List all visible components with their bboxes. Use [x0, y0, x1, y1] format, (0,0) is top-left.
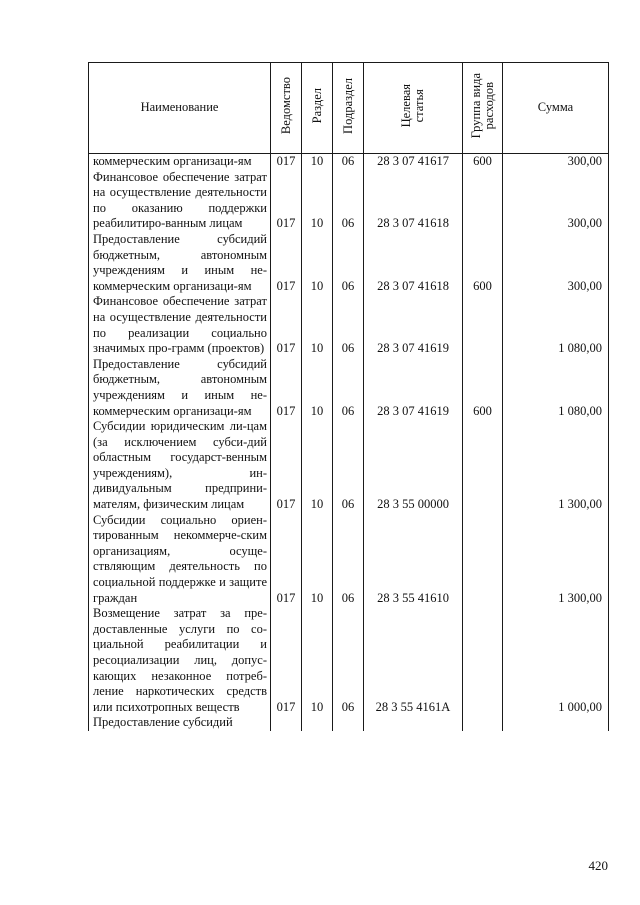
- header-row: [89, 63, 609, 154]
- row-target: 28 3 07 41618: [364, 170, 463, 232]
- row-target: 28 3 07 41617: [364, 154, 463, 170]
- row-section: [302, 715, 333, 731]
- header-section: Раздел: [302, 63, 333, 154]
- row-name: Финансовое обеспечение затрат на осуществление деятельности по оказанию поддержки реабилитиро-ванным лицам: [89, 170, 271, 232]
- table-row: [89, 419, 609, 513]
- row-sum: 1 080,00: [503, 294, 609, 356]
- table-row: [89, 357, 609, 419]
- row-sum: 300,00: [503, 232, 609, 294]
- row-section: 10: [302, 513, 333, 607]
- row-dept: 017: [271, 419, 302, 513]
- row-subsection: 06: [333, 154, 364, 170]
- row-sum: 1 000,00: [503, 606, 609, 715]
- row-name: Предоставление субсидий бюджетным, автономным учреждениям и иным не-коммерческим организаци-ям: [89, 232, 271, 294]
- row-target: 28 3 55 41610: [364, 513, 463, 607]
- budget-table: [88, 62, 609, 731]
- row-subsection: 06: [333, 357, 364, 419]
- row-subsection: 06: [333, 513, 364, 607]
- row-subsection: 06: [333, 606, 364, 715]
- row-dept: 017: [271, 357, 302, 419]
- row-group: [463, 715, 503, 731]
- row-subsection: 06: [333, 294, 364, 356]
- row-subsection: 06: [333, 232, 364, 294]
- row-target: [364, 715, 463, 731]
- row-dept: 017: [271, 513, 302, 607]
- row-target: 28 3 55 4161А: [364, 606, 463, 715]
- table-row: [89, 513, 609, 607]
- row-section: 10: [302, 170, 333, 232]
- row-name: Субсидии социально ориен-тированным некоммерче-ским организациям, осуще-ствляющим деятельность по социальной поддержке и защите граждан: [89, 513, 271, 607]
- table-row: [89, 154, 609, 170]
- header-group: Группа вида расходов: [463, 63, 503, 154]
- row-name: Возмещение затрат за пре-доставленные услуги по со-циальной реабилитации и ресоциализации лиц, допус-кающих незаконное потреб-ление наркотических средств или психотропных веществ: [89, 606, 271, 715]
- header-name: Наименование: [89, 63, 271, 154]
- header-target: Целевая статья: [364, 63, 463, 154]
- row-section: 10: [302, 232, 333, 294]
- row-dept: 017: [271, 606, 302, 715]
- header-subsection: Подраздел: [333, 63, 364, 154]
- row-dept: 017: [271, 294, 302, 356]
- row-name: Предоставление субсидий: [89, 715, 271, 731]
- row-section: 10: [302, 294, 333, 356]
- row-subsection: 06: [333, 170, 364, 232]
- row-group: [463, 294, 503, 356]
- row-group: 600: [463, 232, 503, 294]
- row-section: 10: [302, 419, 333, 513]
- table-row-continued: [89, 715, 609, 731]
- row-dept: [271, 715, 302, 731]
- row-group: [463, 419, 503, 513]
- row-group: [463, 513, 503, 607]
- row-sum: [503, 715, 609, 731]
- row-sum: 1 300,00: [503, 419, 609, 513]
- header-sum: Сумма: [503, 63, 609, 154]
- header-dept: Ведомство: [271, 63, 302, 154]
- row-target: 28 3 55 00000: [364, 419, 463, 513]
- row-group: [463, 606, 503, 715]
- table-row: [89, 606, 609, 715]
- page-number: 420: [588, 858, 608, 873]
- row-subsection: 06: [333, 419, 364, 513]
- row-dept: 017: [271, 170, 302, 232]
- table-row: [89, 170, 609, 232]
- row-name: коммерческим организаци-ям: [89, 154, 271, 170]
- row-section: 10: [302, 357, 333, 419]
- row-sum: 1 300,00: [503, 513, 609, 607]
- row-name: Предоставление субсидий бюджетным, автономным учреждениям и иным не-коммерческим организаци-ям: [89, 357, 271, 419]
- row-group: 600: [463, 357, 503, 419]
- row-target: 28 3 07 41619: [364, 294, 463, 356]
- row-name: Финансовое обеспечение затрат на осуществление деятельности по реализации социально значимых про-грамм (проектов): [89, 294, 271, 356]
- table-row: [89, 232, 609, 294]
- row-target: 28 3 07 41618: [364, 232, 463, 294]
- table-row: [89, 294, 609, 356]
- row-name: Субсидии юридическим ли-цам (за исключением субси-дий областным государст-венным учреждениям), ин-дивидуальным предприни-мателям, физическим лицам: [89, 419, 271, 513]
- row-section: 10: [302, 154, 333, 170]
- row-target: 28 3 07 41619: [364, 357, 463, 419]
- row-group: [463, 170, 503, 232]
- row-section: 10: [302, 606, 333, 715]
- row-subsection: [333, 715, 364, 731]
- row-sum: 300,00: [503, 154, 609, 170]
- row-sum: 300,00: [503, 170, 609, 232]
- budget-table-sheet: [88, 62, 608, 846]
- row-dept: 017: [271, 232, 302, 294]
- row-sum: 1 080,00: [503, 357, 609, 419]
- row-group: 600: [463, 154, 503, 170]
- row-dept: 017: [271, 154, 302, 170]
